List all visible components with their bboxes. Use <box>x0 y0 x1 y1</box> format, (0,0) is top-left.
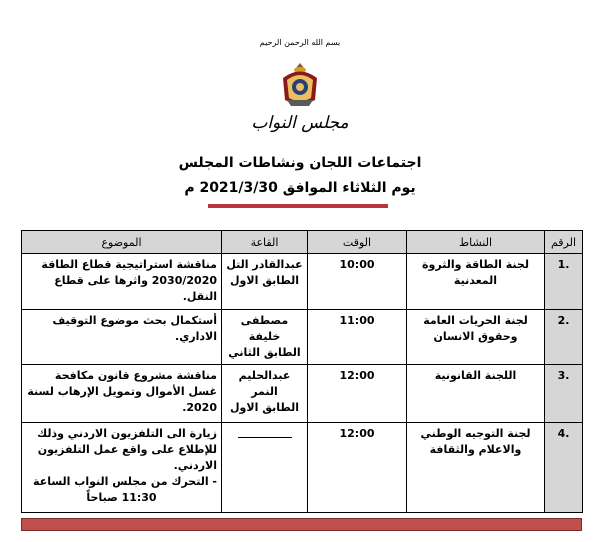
table-row <box>22 423 583 513</box>
row-hall: عبدالقادر التل الطابق الاول <box>222 254 308 310</box>
row-time: 12:00 <box>308 365 407 423</box>
basmala: بسم الله الرحمن الرحيم <box>259 38 341 47</box>
row-subject: مناقشة استراتيجية قطاع الطاقة 2030/2020 واثرها على قطاع النقل. <box>22 254 222 310</box>
council-logo: مجلس النواب <box>251 113 349 133</box>
row-time: 10:00 <box>308 254 407 310</box>
schedule-table <box>21 230 583 513</box>
row-activity: لجنة الطاقة والثروة المعدنية <box>407 254 545 310</box>
header-activity: النشاط <box>407 231 545 254</box>
page-subtitle: يوم الثلاثاء الموافق 2021/3/30 م <box>184 180 416 196</box>
table-row <box>22 254 583 310</box>
row-num: .4 <box>545 423 583 513</box>
row-hall: عبدالحليم النمر الطابق الاول <box>222 365 308 423</box>
title-underline <box>208 204 388 208</box>
row-activity: اللجنة القانونية <box>407 365 545 423</box>
table-row <box>22 310 583 365</box>
row-activity: لجنة الحريات العامة وحقوق الانسان <box>407 310 545 365</box>
row-num: .2 <box>545 310 583 365</box>
header-hall: القاعة <box>222 231 308 254</box>
header-subject: الموضوع <box>22 231 222 254</box>
row-hall <box>222 423 308 513</box>
row-subject: زيارة الى التلفزيون الاردني وذلك للإطلاع على واقع عمل التلفزيون الاردني. - التحرك من مجلس النواب الساعة 11:30 صباحاً <box>22 423 222 513</box>
table-row <box>22 365 583 423</box>
empty-hall-line <box>238 437 292 438</box>
row-hall: مصطفى خليفة الطابق الثاني <box>222 310 308 365</box>
row-time: 11:00 <box>308 310 407 365</box>
page-title: اجتماعات اللجان ونشاطات المجلس <box>178 155 422 171</box>
row-num: .3 <box>545 365 583 423</box>
row-subject: مناقشة مشروع قانون مكافحة غسل الأموال وتمويل الإرهاب لسنة 2020. <box>22 365 222 423</box>
row-activity: لجنة التوجيه الوطني والاعلام والثقافة <box>407 423 545 513</box>
row-subject: أستكمال بحث موضوع التوقيف الاداري. <box>22 310 222 365</box>
table-header-row <box>22 231 583 254</box>
row-num: .1 <box>545 254 583 310</box>
header-num: الرقم <box>545 231 583 254</box>
jordan-coat-of-arms-icon <box>275 60 325 110</box>
footer-bar <box>21 518 582 531</box>
row-time: 12:00 <box>308 423 407 513</box>
header-time: الوقت <box>308 231 407 254</box>
